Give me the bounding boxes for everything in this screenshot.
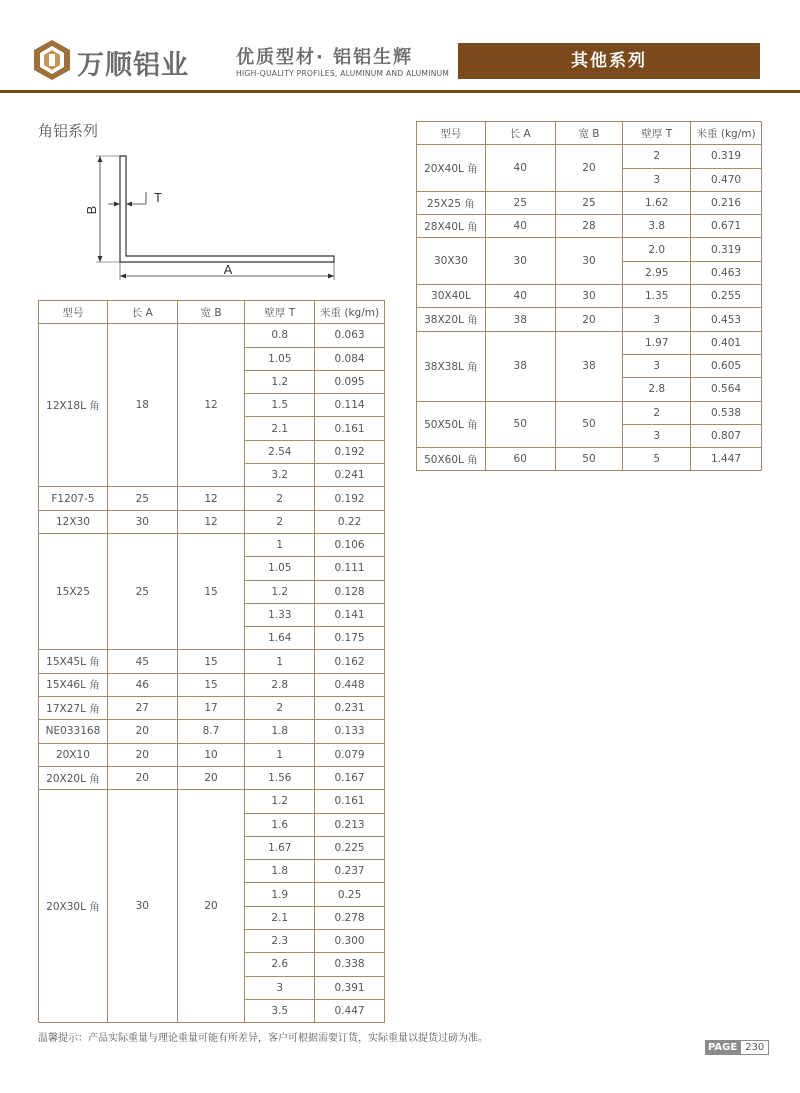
table-row bbox=[39, 650, 385, 673]
header-thickness-t: 壁厚 T bbox=[245, 301, 315, 324]
model-cell: 20X20L 角 bbox=[39, 766, 108, 789]
weight-cell: 0.391 bbox=[315, 976, 385, 999]
weight-cell: 0.807 bbox=[691, 424, 762, 447]
width-b-cell: 8.7 bbox=[177, 720, 245, 743]
weight-cell: 0.453 bbox=[691, 308, 762, 331]
thickness-cell: 1.35 bbox=[623, 285, 691, 308]
length-a-cell: 20 bbox=[107, 766, 177, 789]
length-a-cell: 60 bbox=[485, 448, 555, 471]
weight-cell: 0.255 bbox=[691, 285, 762, 308]
thickness-cell: 2.0 bbox=[623, 238, 691, 261]
thickness-cell: 1.97 bbox=[623, 331, 691, 354]
thickness-cell: 2.8 bbox=[623, 378, 691, 401]
weight-cell: 0.671 bbox=[691, 215, 762, 238]
thickness-cell: 2 bbox=[623, 401, 691, 424]
table-row bbox=[417, 238, 762, 261]
length-a-cell: 20 bbox=[107, 720, 177, 743]
weight-cell: 0.448 bbox=[315, 673, 385, 696]
weight-cell: 0.338 bbox=[315, 953, 385, 976]
model-cell: 38X20L 角 bbox=[417, 308, 486, 331]
thickness-cell: 1.8 bbox=[245, 860, 315, 883]
model-cell: 12X18L 角 bbox=[39, 324, 108, 487]
weight-cell: 0.319 bbox=[691, 238, 762, 261]
width-b-cell: 12 bbox=[177, 510, 245, 533]
thickness-cell: 2.8 bbox=[245, 673, 315, 696]
thickness-cell: 2.3 bbox=[245, 930, 315, 953]
length-a-cell: 40 bbox=[485, 145, 555, 192]
length-a-cell: 20 bbox=[107, 743, 177, 766]
length-a-cell: 27 bbox=[107, 697, 177, 720]
length-a-cell: 25 bbox=[107, 533, 177, 649]
model-cell: 17X27L 角 bbox=[39, 697, 108, 720]
model-cell: 38X38L 角 bbox=[417, 331, 486, 401]
model-cell: 30X30 bbox=[417, 238, 486, 285]
model-cell: 20X30L 角 bbox=[39, 790, 108, 1023]
width-b-cell: 25 bbox=[555, 191, 623, 214]
weight-cell: 0.133 bbox=[315, 720, 385, 743]
length-a-cell: 25 bbox=[485, 191, 555, 214]
dimension-t-label: T bbox=[154, 190, 162, 205]
thickness-cell: 1.67 bbox=[245, 836, 315, 859]
table-row bbox=[417, 308, 762, 331]
thickness-cell: 2.1 bbox=[245, 417, 315, 440]
page-header bbox=[0, 0, 800, 92]
model-cell: 12X30 bbox=[39, 510, 108, 533]
model-cell: 30X40L bbox=[417, 285, 486, 308]
thickness-cell: 1.9 bbox=[245, 883, 315, 906]
series-title: 其他系列 bbox=[458, 43, 760, 79]
weight-cell: 0.231 bbox=[315, 697, 385, 720]
thickness-cell: 1.5 bbox=[245, 394, 315, 417]
model-cell: 20X40L 角 bbox=[417, 145, 486, 192]
weight-cell: 0.470 bbox=[691, 168, 762, 191]
weight-cell: 0.447 bbox=[315, 999, 385, 1022]
header-model: 型号 bbox=[417, 122, 486, 145]
weight-cell: 0.278 bbox=[315, 906, 385, 929]
thickness-cell: 3 bbox=[623, 424, 691, 447]
width-b-cell: 20 bbox=[555, 145, 623, 192]
thickness-cell: 1.6 bbox=[245, 813, 315, 836]
model-cell: 15X45L 角 bbox=[39, 650, 108, 673]
thickness-cell: 5 bbox=[623, 448, 691, 471]
table-row bbox=[417, 331, 762, 354]
thickness-cell: 2.54 bbox=[245, 440, 315, 463]
thickness-cell: 1.2 bbox=[245, 790, 315, 813]
thickness-cell: 2.95 bbox=[623, 261, 691, 284]
thickness-cell: 3.5 bbox=[245, 999, 315, 1022]
brand-name: 万顺铝业 bbox=[77, 50, 189, 81]
weight-cell: 0.538 bbox=[691, 401, 762, 424]
weight-cell: 0.167 bbox=[315, 766, 385, 789]
model-cell: NE033168 bbox=[39, 720, 108, 743]
width-b-cell: 20 bbox=[177, 790, 245, 1023]
weight-cell: 0.063 bbox=[315, 324, 385, 347]
weight-cell: 0.241 bbox=[315, 464, 385, 487]
weight-cell: 0.079 bbox=[315, 743, 385, 766]
table-header-row bbox=[39, 301, 385, 324]
weight-cell: 0.192 bbox=[315, 440, 385, 463]
length-a-cell: 40 bbox=[485, 285, 555, 308]
header-model: 型号 bbox=[39, 301, 108, 324]
slogan: 优质型材· 铝铝生辉 bbox=[236, 47, 414, 68]
weight-cell: 0.128 bbox=[315, 580, 385, 603]
page-indicator bbox=[705, 1040, 769, 1055]
weight-cell: 0.401 bbox=[691, 331, 762, 354]
width-b-cell: 20 bbox=[555, 308, 623, 331]
length-a-cell: 45 bbox=[107, 650, 177, 673]
footer-note: 温馨提示：产品实际重量与理论重量可能有所差异，客户可根据需要订货，实际重量以提货过磅为准。 bbox=[38, 1033, 488, 1044]
weight-cell: 0.25 bbox=[315, 883, 385, 906]
weight-cell: 0.095 bbox=[315, 370, 385, 393]
width-b-cell: 17 bbox=[177, 697, 245, 720]
model-cell: 50X60L 角 bbox=[417, 448, 486, 471]
weight-cell: 0.106 bbox=[315, 533, 385, 556]
table-row bbox=[417, 401, 762, 424]
table-row bbox=[39, 487, 385, 510]
width-b-cell: 10 bbox=[177, 743, 245, 766]
width-b-cell: 12 bbox=[177, 487, 245, 510]
width-b-cell: 30 bbox=[555, 285, 623, 308]
thickness-cell: 3 bbox=[623, 308, 691, 331]
table-row bbox=[39, 697, 385, 720]
weight-cell: 0.605 bbox=[691, 354, 762, 377]
length-a-cell: 38 bbox=[485, 308, 555, 331]
thickness-cell: 2 bbox=[245, 487, 315, 510]
thickness-cell: 1.62 bbox=[623, 191, 691, 214]
weight-cell: 0.216 bbox=[691, 191, 762, 214]
thickness-cell: 1.64 bbox=[245, 627, 315, 650]
weight-cell: 0.225 bbox=[315, 836, 385, 859]
brand-logo-icon bbox=[34, 40, 70, 80]
weight-cell: 0.175 bbox=[315, 627, 385, 650]
slogan-english: HIGH-QUALITY PROFILES, ALUMINUM AND ALUMINUM bbox=[236, 69, 450, 78]
thickness-cell: 3 bbox=[623, 168, 691, 191]
table-header-row bbox=[417, 122, 762, 145]
thickness-cell: 0.8 bbox=[245, 324, 315, 347]
section-title: 角铝系列 bbox=[38, 122, 99, 140]
table-row bbox=[39, 510, 385, 533]
weight-cell: 0.084 bbox=[315, 347, 385, 370]
thickness-cell: 3 bbox=[623, 354, 691, 377]
header-thickness-t: 壁厚 T bbox=[623, 122, 691, 145]
table-row bbox=[417, 145, 762, 168]
length-a-cell: 38 bbox=[485, 331, 555, 401]
dimension-b-label: B bbox=[84, 205, 99, 215]
length-a-cell: 50 bbox=[485, 401, 555, 448]
thickness-cell: 3.8 bbox=[623, 215, 691, 238]
weight-cell: 0.463 bbox=[691, 261, 762, 284]
model-cell: 50X50L 角 bbox=[417, 401, 486, 448]
weight-cell: 0.237 bbox=[315, 860, 385, 883]
thickness-cell: 1 bbox=[245, 743, 315, 766]
weight-cell: 0.114 bbox=[315, 394, 385, 417]
thickness-cell: 2.6 bbox=[245, 953, 315, 976]
spec-table-left bbox=[38, 300, 385, 1023]
width-b-cell: 12 bbox=[177, 324, 245, 487]
thickness-cell: 2 bbox=[245, 697, 315, 720]
table-row bbox=[39, 743, 385, 766]
header-weight: 米重 (kg/m) bbox=[691, 122, 762, 145]
width-b-cell: 15 bbox=[177, 650, 245, 673]
table-row bbox=[39, 533, 385, 556]
thickness-cell: 1.05 bbox=[245, 347, 315, 370]
weight-cell: 0.141 bbox=[315, 603, 385, 626]
header-length-a: 长 A bbox=[485, 122, 555, 145]
thickness-cell: 3 bbox=[245, 976, 315, 999]
table-row bbox=[39, 790, 385, 813]
model-cell: 25X25 角 bbox=[417, 191, 486, 214]
page-label: PAGE bbox=[705, 1040, 740, 1055]
table-row bbox=[417, 215, 762, 238]
width-b-cell: 30 bbox=[555, 238, 623, 285]
width-b-cell: 50 bbox=[555, 448, 623, 471]
weight-cell: 0.300 bbox=[315, 930, 385, 953]
weight-cell: 0.161 bbox=[315, 417, 385, 440]
weight-cell: 0.213 bbox=[315, 813, 385, 836]
thickness-cell: 1 bbox=[245, 533, 315, 556]
thickness-cell: 1.8 bbox=[245, 720, 315, 743]
table-row bbox=[39, 720, 385, 743]
width-b-cell: 20 bbox=[177, 766, 245, 789]
spec-table-right bbox=[416, 121, 762, 471]
page-number: 230 bbox=[740, 1040, 769, 1055]
width-b-cell: 38 bbox=[555, 331, 623, 401]
thickness-cell: 1 bbox=[245, 650, 315, 673]
model-cell: 15X25 bbox=[39, 533, 108, 649]
table-row bbox=[417, 448, 762, 471]
length-a-cell: 30 bbox=[107, 790, 177, 1023]
header-divider bbox=[0, 90, 800, 93]
weight-cell: 0.162 bbox=[315, 650, 385, 673]
header-width-b: 宽 B bbox=[555, 122, 623, 145]
weight-cell: 0.564 bbox=[691, 378, 762, 401]
header-length-a: 长 A bbox=[107, 301, 177, 324]
weight-cell: 0.111 bbox=[315, 557, 385, 580]
length-a-cell: 30 bbox=[107, 510, 177, 533]
width-b-cell: 15 bbox=[177, 533, 245, 649]
thickness-cell: 3.2 bbox=[245, 464, 315, 487]
thickness-cell: 2 bbox=[623, 145, 691, 168]
thickness-cell: 1.56 bbox=[245, 766, 315, 789]
width-b-cell: 15 bbox=[177, 673, 245, 696]
weight-cell: 1.447 bbox=[691, 448, 762, 471]
weight-cell: 0.192 bbox=[315, 487, 385, 510]
thickness-cell: 1.2 bbox=[245, 370, 315, 393]
thickness-cell: 1.33 bbox=[245, 603, 315, 626]
width-b-cell: 50 bbox=[555, 401, 623, 448]
table-row bbox=[39, 673, 385, 696]
table-row bbox=[417, 191, 762, 214]
thickness-cell: 2 bbox=[245, 510, 315, 533]
length-a-cell: 18 bbox=[107, 324, 177, 487]
table-row bbox=[39, 324, 385, 347]
table-row bbox=[39, 766, 385, 789]
header-weight: 米重 (kg/m) bbox=[315, 301, 385, 324]
length-a-cell: 46 bbox=[107, 673, 177, 696]
weight-cell: 0.22 bbox=[315, 510, 385, 533]
header-width-b: 宽 B bbox=[177, 301, 245, 324]
width-b-cell: 28 bbox=[555, 215, 623, 238]
length-a-cell: 25 bbox=[107, 487, 177, 510]
model-cell: F1207-5 bbox=[39, 487, 108, 510]
table-row bbox=[417, 285, 762, 308]
thickness-cell: 1.05 bbox=[245, 557, 315, 580]
thickness-cell: 2.1 bbox=[245, 906, 315, 929]
weight-cell: 0.319 bbox=[691, 145, 762, 168]
model-cell: 28X40L 角 bbox=[417, 215, 486, 238]
dimension-a-label: A bbox=[223, 262, 233, 277]
angle-profile-diagram bbox=[78, 148, 348, 288]
thickness-cell: 1.2 bbox=[245, 580, 315, 603]
length-a-cell: 40 bbox=[485, 215, 555, 238]
length-a-cell: 30 bbox=[485, 238, 555, 285]
model-cell: 15X46L 角 bbox=[39, 673, 108, 696]
model-cell: 20X10 bbox=[39, 743, 108, 766]
weight-cell: 0.161 bbox=[315, 790, 385, 813]
